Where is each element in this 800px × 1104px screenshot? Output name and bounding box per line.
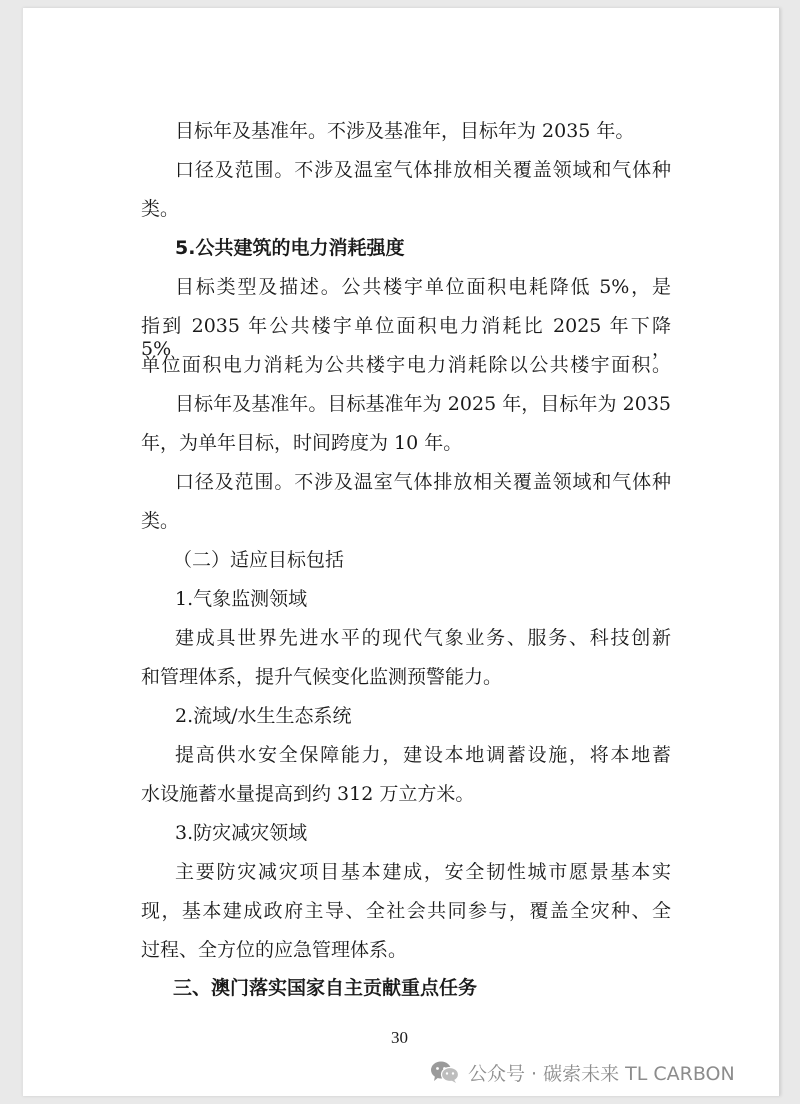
document-page <box>22 8 780 1096</box>
paragraph-line: 目标年及基准年。目标基准年为 2025 年，目标年为 2035 <box>175 393 671 415</box>
paragraph-line: 提高供水安全保障能力，建设本地调蓄设施，将本地蓄 <box>175 744 671 766</box>
paragraph-line: 口径及范围。不涉及温室气体排放相关覆盖领域和气体种 <box>175 471 671 493</box>
paragraph-line: 和管理体系，提升气候变化监测预警能力。 <box>141 666 503 688</box>
subsection-heading: 3.防灾减灾领域 <box>175 822 308 844</box>
paragraph-line: 口径及范围。不涉及温室气体排放相关覆盖领域和气体种 <box>175 159 671 181</box>
paragraph-line: 主要防灾减灾项目基本建成，安全韧性城市愿景基本实 <box>175 861 671 883</box>
paragraph-line: 指到 2035 年公共楼宇单位面积电力消耗比 2025 年下降 5%， <box>141 315 671 360</box>
paragraph-line: 单位面积电力消耗为公共楼宇电力消耗除以公共楼宇面积。 <box>141 354 671 376</box>
watermark <box>430 1057 735 1087</box>
paragraph-line: 类。 <box>141 510 180 532</box>
subsection-heading: 2.流域/水生生态系统 <box>175 705 352 727</box>
paragraph-line: 目标年及基准年。不涉及基准年，目标年为 2035 年。 <box>175 120 635 142</box>
paragraph-line: 建成具世界先进水平的现代气象业务、服务、科技创新 <box>175 627 671 649</box>
chapter-heading: 三、澳门落实国家自主贡献重点任务 <box>173 977 478 999</box>
paragraph-line: 过程、全方位的应急管理体系。 <box>141 939 408 961</box>
paragraph-line: 年，为单年目标，时间跨度为 10 年。 <box>141 432 463 454</box>
page-number: 30 <box>391 1028 408 1047</box>
wechat-icon <box>430 1060 460 1084</box>
watermark-text: 公众号 · 碳索未来 TL CARBON <box>468 1062 735 1085</box>
subsection-heading: 5.公共建筑的电力消耗强度 <box>175 237 405 259</box>
subsection-heading: 1.气象监测领域 <box>175 588 308 610</box>
section-heading-adaptation: （二）适应目标包括 <box>173 549 345 571</box>
paragraph-line: 目标类型及描述。公共楼宇单位面积电耗降低 5%，是 <box>175 276 671 298</box>
paragraph-line: 水设施蓄水量提高到约 312 万立方米。 <box>141 783 475 805</box>
paragraph-line: 类。 <box>141 198 180 220</box>
paragraph-line: 现，基本建成政府主导、全社会共同参与，覆盖全灾种、全 <box>141 900 671 922</box>
